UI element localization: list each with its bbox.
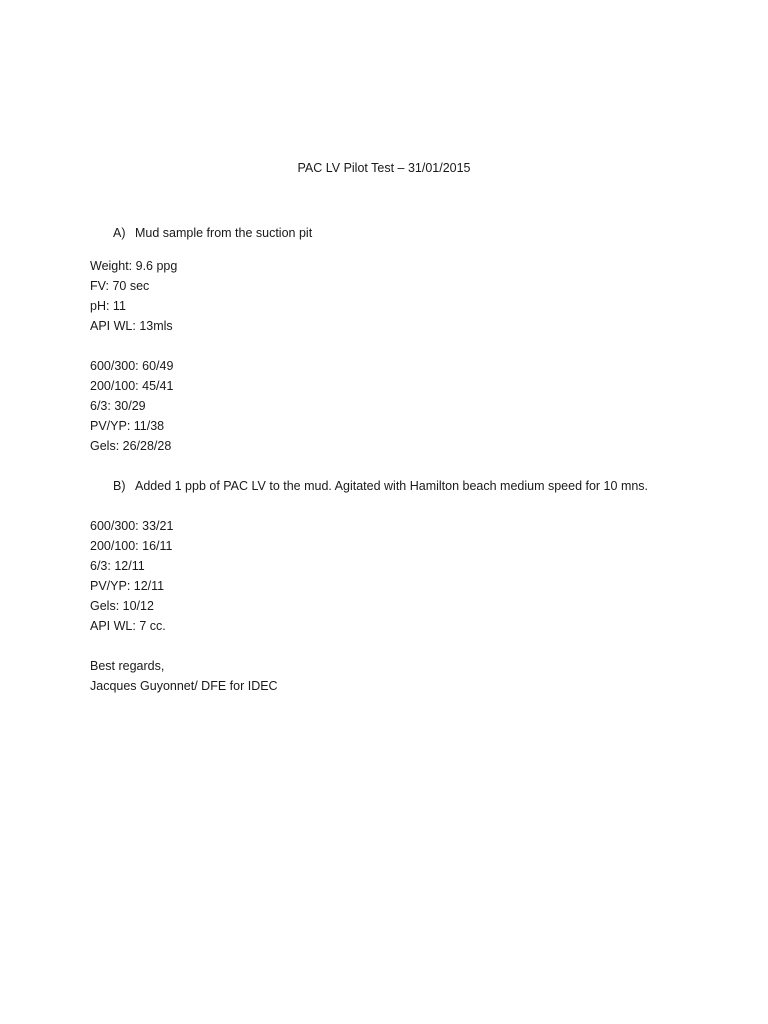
- gels-line: Gels: 26/28/28: [90, 439, 172, 453]
- rheology-6-3-line: 6/3: 12/11: [90, 559, 145, 573]
- rheology-600-300-line: 600/300: 33/21: [90, 519, 174, 533]
- signature-block: [90, 657, 278, 697]
- weight-line: Weight: 9.6 ppg: [90, 259, 178, 273]
- section-a-heading: [113, 224, 312, 242]
- rheology-600-300-line: 600/300: 60/49: [90, 359, 174, 373]
- spacer: [90, 337, 177, 357]
- rheology-200-100-line: 200/100: 45/41: [90, 379, 174, 393]
- section-b-marker: B): [113, 479, 126, 493]
- pv-yp-line: PV/YP: 12/11: [90, 579, 165, 593]
- pv-yp-line: PV/YP: 11/38: [90, 419, 165, 433]
- rheology-200-100-line: 200/100: 16/11: [90, 539, 173, 553]
- gels-line: Gels: 10/12: [90, 599, 154, 613]
- section-b-measurements: [90, 517, 173, 637]
- ph-line: pH: 11: [90, 299, 126, 313]
- api-wl-line: API WL: 13mls: [90, 319, 173, 333]
- closing-text: Best regards,: [90, 659, 165, 673]
- section-b-text: Added 1 ppb of PAC LV to the mud. Agitated with Hamilton beach medium speed for 10 mns.: [135, 479, 649, 493]
- api-wl-line: API WL: 7 cc.: [90, 619, 166, 633]
- section-a-text: Mud sample from the suction pit: [135, 226, 313, 240]
- section-a-marker: A): [113, 226, 126, 240]
- fv-line: FV: 70 sec: [90, 279, 150, 293]
- rheology-6-3-line: 6/3: 30/29: [90, 399, 146, 413]
- section-a-measurements: [90, 257, 177, 457]
- document-title: PAC LV Pilot Test – 31/01/2015: [297, 161, 471, 175]
- section-b-heading: [113, 477, 648, 495]
- signature-name: Jacques Guyonnet/ DFE for IDEC: [90, 679, 278, 693]
